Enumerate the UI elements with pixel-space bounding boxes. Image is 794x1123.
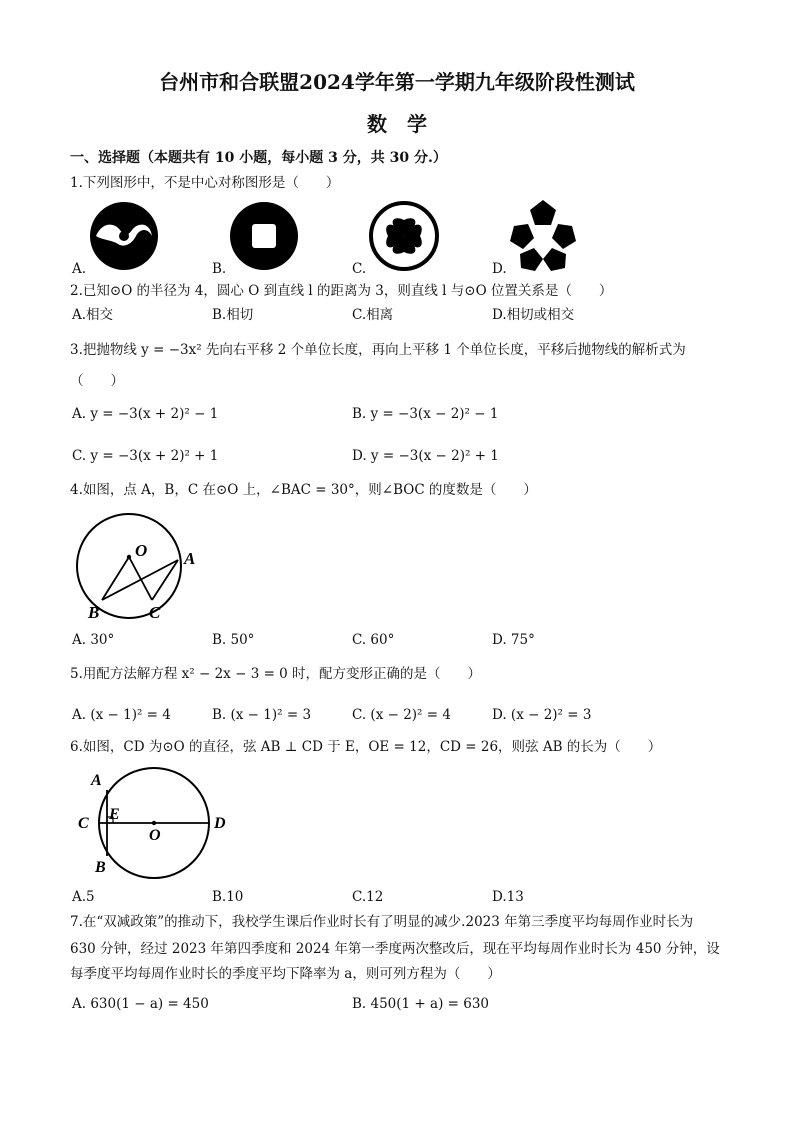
- q2-option-c[interactable]: C.相离: [352, 307, 394, 323]
- q1-stem: 1.下列图形中，不是中心对称图形是（ ）: [70, 175, 340, 191]
- q5-option-b[interactable]: B. (x − 1)² = 3: [212, 707, 312, 723]
- section-heading: 一、选择题（本题共有 10 小题，每小题 3 分，共 30 分.）: [70, 150, 447, 166]
- q4-option-a[interactable]: A. 30°: [72, 632, 115, 648]
- q6-label-b: B: [95, 859, 106, 876]
- q6-option-d[interactable]: D.13: [492, 889, 524, 905]
- q1-figure-a: [88, 200, 160, 272]
- q4-option-b[interactable]: B. 50°: [212, 632, 255, 648]
- q1-figure-c: [368, 200, 440, 272]
- q7-option-a[interactable]: A. 630(1 − a) = 450: [72, 996, 209, 1012]
- q2-option-d[interactable]: D.相切或相交: [492, 307, 575, 323]
- q4-figure: [70, 508, 210, 626]
- q6-label-c: C: [78, 815, 89, 832]
- q1-figure-b: [228, 200, 300, 272]
- q1-option-d[interactable]: D.: [492, 261, 507, 277]
- q1-option-b[interactable]: B.: [212, 261, 227, 277]
- q2-option-b[interactable]: B.相切: [212, 307, 254, 323]
- q4-label-b: B: [88, 603, 100, 622]
- q4-label-a: A: [184, 549, 196, 568]
- q1-option-c[interactable]: C.: [352, 261, 367, 277]
- q6-label-a: A: [91, 772, 102, 789]
- q7-line-1: 7.在“双减政策”的推动下，我校学生课后作业时长有了明显的减少.2023 年第三季度平均每周作业时长为: [70, 914, 694, 930]
- q3-stem: 3.把抛物线 y = −3x² 先向右平移 2 个单位长度，再向上平移 1 个单位长度，平移后抛物线的解析式为: [70, 342, 686, 358]
- q6-option-b[interactable]: B.10: [212, 889, 244, 905]
- q3-option-c[interactable]: C. y = −3(x + 2)² + 1: [72, 448, 219, 464]
- page-title: 台州市和合联盟2024学年第一学期九年级阶段性测试: [159, 70, 635, 94]
- subject-title: 数 学: [367, 112, 427, 136]
- q6-figure: [72, 765, 237, 880]
- q6-option-c[interactable]: C.12: [352, 889, 384, 905]
- q2-option-a[interactable]: A.相交: [72, 307, 114, 323]
- q7-option-b[interactable]: B. 450(1 + a) = 630: [352, 996, 489, 1012]
- q4-label-c: C: [149, 603, 161, 622]
- q5-option-c[interactable]: C. (x − 2)² = 4: [352, 707, 451, 723]
- q3-stem-continued: （ ）: [70, 373, 124, 389]
- q1-option-a[interactable]: A.: [72, 261, 87, 277]
- q4-option-d[interactable]: D. 75°: [492, 632, 535, 648]
- q6-stem: 6.如图，CD 为⊙O 的直径，弦 AB ⊥ CD 于 E，OE = 12，CD = 26，则弦 AB 的长为（ ）: [70, 739, 662, 755]
- q1-figure-d: [506, 198, 580, 272]
- q6-option-a[interactable]: A.5: [72, 889, 95, 905]
- q3-option-a[interactable]: A. y = −3(x + 2)² − 1: [72, 406, 219, 422]
- q6-label-o: O: [149, 827, 161, 844]
- q4-label-o: O: [135, 541, 148, 560]
- q4-option-c[interactable]: C. 60°: [352, 632, 395, 648]
- q5-option-a[interactable]: A. (x − 1)² = 4: [72, 707, 171, 723]
- q3-option-d[interactable]: D. y = −3(x − 2)² + 1: [352, 448, 499, 464]
- q2-stem: 2.已知⊙O 的半径为 4，圆心 O 到直线 l 的距离为 3，则直线 l 与⊙O 位置关系是（ ）: [70, 283, 613, 299]
- q3-option-b[interactable]: B. y = −3(x − 2)² − 1: [352, 406, 499, 422]
- q7-line-3: 每季度平均每周作业时长的季度平均下降率为 a，则可列方程为（ ）: [70, 966, 501, 982]
- q6-label-d: D: [214, 815, 226, 832]
- q5-option-d[interactable]: D. (x − 2)² = 3: [492, 707, 592, 723]
- q6-label-e: E: [109, 806, 120, 823]
- q4-stem: 4.如图，点 A，B，C 在⊙O 上，∠BAC = 30°，则∠BOC 的度数是（ ）: [70, 482, 537, 498]
- q7-line-2: 630 分钟，经过 2023 年第四季度和 2024 年第一季度两次整改后，现在平均每周作业时长为 450 分钟，设: [70, 941, 720, 957]
- q5-stem: 5.用配方法解方程 x² − 2x − 3 = 0 时，配方变形正确的是（ ）: [70, 666, 482, 682]
